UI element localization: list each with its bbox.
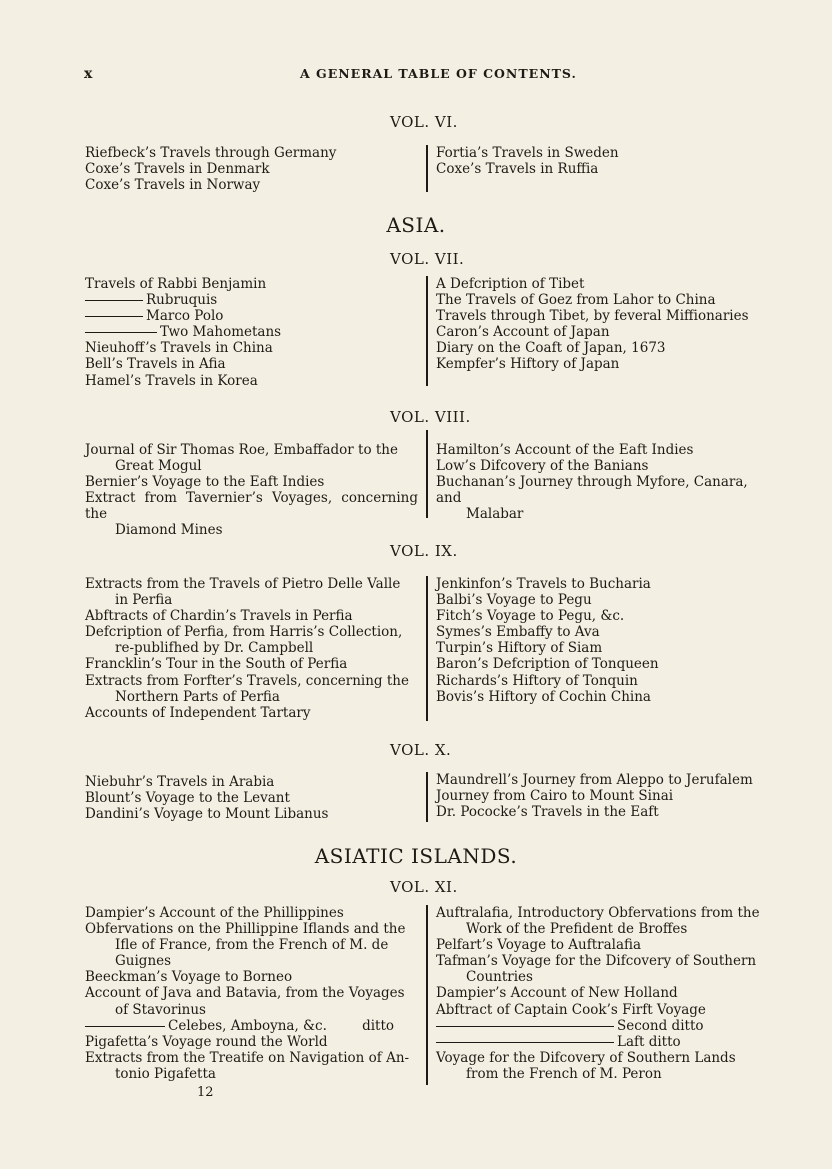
vol-10-left-column bbox=[85, 774, 418, 822]
toc-entry: Turpin’s Hiftory of Siam bbox=[436, 640, 603, 657]
running-title: A GENERAL TABLE OF CONTENTS. bbox=[300, 66, 577, 81]
toc-entry: Coxe’s Travels in Ruffia bbox=[436, 161, 599, 178]
column-divider bbox=[426, 430, 428, 518]
toc-entry: Francklin’s Tour in the South of Perfia bbox=[85, 656, 348, 673]
vol-6-heading: VOL. VI. bbox=[390, 113, 458, 131]
ditto-dash bbox=[85, 316, 143, 317]
vol-11-heading: VOL. XI. bbox=[390, 878, 458, 896]
toc-entry-continuation: from the French of M. Peron bbox=[466, 1065, 662, 1082]
toc-entry: Travels of Rabbi Benjamin bbox=[85, 276, 267, 292]
toc-entry-continuation: Malabar bbox=[466, 506, 524, 523]
vol-10-right-column bbox=[436, 772, 776, 820]
toc-entry: Bernier’s Voyage to the Eaft Indies bbox=[85, 474, 325, 491]
toc-entry: Hamilton’s Account of the Eaft Indies bbox=[436, 442, 694, 458]
toc-entry: Travels through Tibet, by feveral Miffionaries bbox=[436, 308, 749, 325]
toc-entry: Blount’s Voyage to the Levant bbox=[85, 790, 290, 807]
toc-entry: Dr. Pococke’s Travels in the Eaft bbox=[436, 804, 659, 821]
toc-entry: Fortia’s Travels in Sweden bbox=[436, 145, 619, 161]
section-title-asia: ASIA. bbox=[386, 213, 446, 237]
ditto-dash bbox=[85, 1026, 165, 1027]
vol-9-heading: VOL. IX. bbox=[390, 542, 458, 560]
toc-entry: Dampier’s Account of the Phillippines bbox=[85, 905, 344, 921]
toc-entry: Extracts from Forfter’s Travels, concerning the bbox=[85, 672, 409, 689]
toc-entry: Defcription of Perfia, from Harris’s Collection, bbox=[85, 624, 403, 641]
toc-entry: Journal of Sir Thomas Roe, Embaffador to the bbox=[85, 442, 398, 458]
toc-entry: Riefbeck’s Travels through Germany bbox=[85, 145, 337, 161]
toc-entry-continuation: Great Mogul bbox=[115, 458, 202, 475]
toc-entry: Caron’s Account of Japan bbox=[436, 324, 610, 341]
vol-8-right-column bbox=[436, 442, 776, 522]
column-divider bbox=[426, 905, 428, 1085]
vol-7-left-column bbox=[85, 276, 418, 389]
toc-entry: Two Mahometans bbox=[85, 324, 418, 340]
toc-entry: Kempfer’s Hiftory of Japan bbox=[436, 356, 620, 373]
toc-entry: Extracts from the Treatife on Navigation of An- bbox=[85, 1049, 410, 1066]
toc-entry: Balbi’s Voyage to Pegu bbox=[436, 592, 592, 609]
toc-entry: Diary on the Coaft of Japan, 1673 bbox=[436, 340, 666, 357]
toc-entry: Account of Java and Batavia, from the Voyages bbox=[85, 985, 405, 1002]
ditto-dash bbox=[85, 300, 143, 301]
toc-entry: Bell’s Travels in Afia bbox=[85, 356, 226, 373]
toc-entry: Richards’s Hiftory of Tonquin bbox=[436, 672, 638, 689]
toc-entry: Marco Polo bbox=[85, 308, 418, 324]
ditto-dash bbox=[436, 1026, 614, 1027]
toc-entry-continuation: Ifle of France, from the French of M. de bbox=[115, 937, 389, 954]
toc-entry: Abftracts of Chardin’s Travels in Perfia bbox=[85, 608, 353, 625]
column-divider bbox=[426, 276, 428, 386]
toc-entry: Jenkinfon’s Travels to Bucharia bbox=[436, 576, 651, 592]
toc-entry: Pelfart’s Voyage to Auftralafia bbox=[436, 937, 642, 954]
vol-6-left-column bbox=[85, 145, 418, 193]
section-title-asiatic-islands: ASIATIC ISLANDS. bbox=[314, 844, 518, 868]
page-number: x bbox=[84, 66, 93, 82]
toc-entry: Obfervations on the Phillippine Iflands and the bbox=[85, 921, 406, 938]
toc-entry: Niebuhr’s Travels in Arabia bbox=[85, 774, 275, 790]
toc-entry: Symes’s Embaffy to Ava bbox=[436, 624, 600, 641]
toc-entry: Auftralafia, Introductory Obfervations from the bbox=[436, 905, 760, 921]
vol-11-left-column bbox=[85, 905, 418, 1082]
toc-entry: Abftract of Captain Cook’s Firft Voyage bbox=[436, 1001, 706, 1018]
column-divider bbox=[426, 576, 428, 721]
toc-entry: Bovis’s Hiftory of Cochin China bbox=[436, 688, 651, 705]
toc-entry: Nieuhoff’s Travels in China bbox=[85, 340, 273, 357]
vol-10-heading: VOL. X. bbox=[390, 741, 452, 759]
toc-entry-continuation: in Perfia bbox=[115, 592, 173, 609]
toc-entry: Coxe’s Travels in Denmark bbox=[85, 161, 270, 178]
vol-6-right-column bbox=[436, 145, 776, 177]
toc-entry: Journey from Cairo to Mount Sinai bbox=[436, 788, 674, 805]
toc-entry: The Travels of Goez from Lahor to China bbox=[436, 292, 716, 309]
ditto-dash bbox=[436, 1042, 614, 1043]
toc-entry: Rubruquis bbox=[85, 292, 418, 308]
toc-entry-continuation: Northern Parts of Perfia bbox=[115, 688, 280, 705]
vol-9-right-column bbox=[436, 576, 776, 705]
toc-entry: Buchanan’s Journey through Myfore, Canara, and bbox=[436, 474, 748, 507]
vol-9-left-column bbox=[85, 576, 418, 721]
toc-entry: Coxe’s Travels in Norway bbox=[85, 177, 261, 194]
toc-entry: Extract from Tavernier’s Voyages, concerning the bbox=[85, 490, 418, 523]
toc-entry: Dandini’s Voyage to Mount Libanus bbox=[85, 806, 329, 823]
toc-entry-continuation: tonio Pigafetta bbox=[115, 1065, 216, 1082]
toc-entry-continuation: Diamond Mines bbox=[115, 522, 223, 539]
vol-11-right-column bbox=[436, 905, 776, 1082]
toc-entry: Laft ditto bbox=[436, 1034, 776, 1050]
toc-entry: Extracts from the Travels of Pietro Delle Valle bbox=[85, 576, 401, 592]
vol-7-heading: VOL. VII. bbox=[390, 250, 465, 268]
toc-entry: A Defcription of Tibet bbox=[436, 276, 585, 292]
toc-entry: Pigafetta’s Voyage round the World bbox=[85, 1033, 328, 1050]
toc-entry: Voyage for the Difcovery of Southern Lands bbox=[436, 1049, 736, 1066]
toc-entry-continuation: re-publifhed by Dr. Campbell bbox=[115, 640, 314, 657]
vol-8-left-column bbox=[85, 442, 418, 539]
toc-entry: Low’s Difcovery of the Banians bbox=[436, 458, 649, 475]
toc-entry: Hamel’s Travels in Korea bbox=[85, 372, 258, 389]
toc-entry-continuation: of Stavorinus bbox=[115, 1001, 206, 1018]
toc-entry-continuation: Countries bbox=[466, 969, 533, 986]
toc-entry-continuation: Work of the Prefident de Broffes bbox=[466, 921, 688, 938]
toc-entry: Maundrell’s Journey from Aleppo to Jerufalem bbox=[436, 772, 753, 788]
vol-8-heading: VOL. VIII. bbox=[390, 408, 471, 426]
toc-entry: Baron’s Defcription of Tonqueen bbox=[436, 656, 659, 673]
toc-entry: Second ditto bbox=[436, 1018, 776, 1034]
vol-7-right-column bbox=[436, 276, 776, 373]
signature-mark: 12 bbox=[197, 1085, 214, 1100]
toc-entry: Celebes, Amboyna, &c. ditto bbox=[85, 1018, 418, 1034]
toc-entry: Fitch’s Voyage to Pegu, &c. bbox=[436, 608, 625, 625]
column-divider bbox=[426, 772, 428, 822]
ditto-dash bbox=[85, 332, 157, 333]
toc-entry: Beeckman’s Voyage to Borneo bbox=[85, 969, 293, 986]
toc-entry: Tafman’s Voyage for the Difcovery of Southern bbox=[436, 953, 757, 970]
toc-entry-continuation: Guignes bbox=[115, 953, 172, 970]
toc-entry: Accounts of Independent Tartary bbox=[85, 704, 311, 721]
toc-entry: Dampier’s Account of New Holland bbox=[436, 985, 678, 1002]
column-divider bbox=[426, 145, 428, 192]
